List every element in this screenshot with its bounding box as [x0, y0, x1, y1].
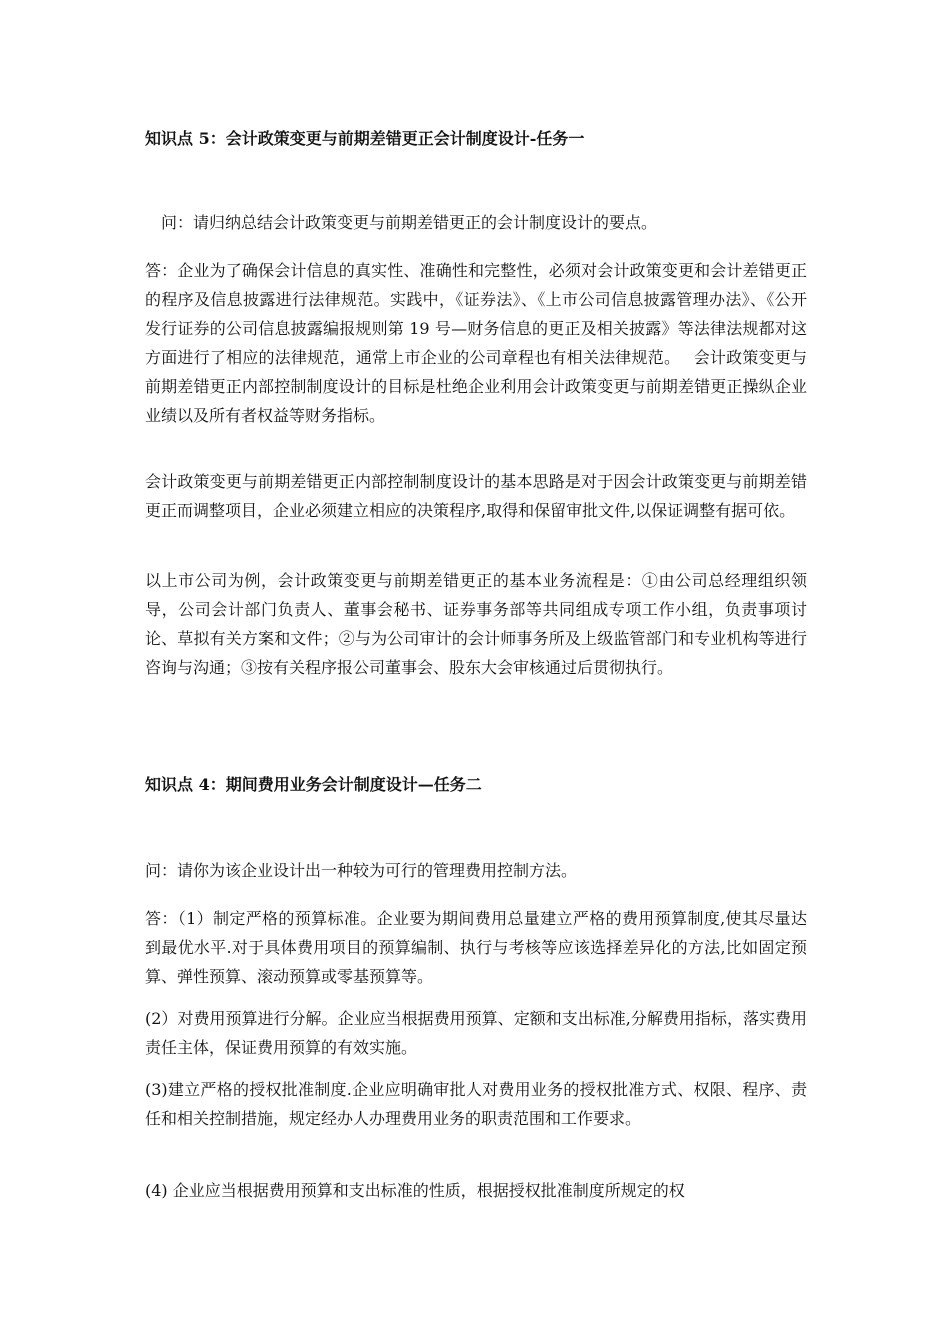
expense-answer-paragraph-1: 答：（1）制定严格的预算标准。企业要为期间费用总量建立严格的费用预算制度,使其尽量达到最优水平.对于具体费用项目的预算编制、执行与考核等应该选择差异化的方法,比如固定预算、弹性预算、滚动预算或零基预算等。 — [145, 909, 807, 986]
expense-answer-paragraph-2: (2）对费用预算进行分解。企业应当根据费用预算、定额和支出标准,分解费用指标，落实费用责任主体，保证费用预算的有效实施。 — [145, 1009, 807, 1057]
expense-answer-paragraph-4: (4) 企业应当根据费用预算和支出标准的性质，根据授权批准制度所规定的权 — [145, 1181, 685, 1200]
answer-paragraph-3: 以上市公司为例，会计政策变更与前期差错更正的基本业务流程是：①由公司总经理组织领导，公司会计部门负责人、董事会秘书、证券事务部等共同组成专项工作小组，负责事项讨论、草拟有关方案和文件；②与为公司审计的会计师事务所及上级监管部门和专业机构等进行咨询与沟通；③按有关程序报公司董事会、股东大会审核通过后贯彻执行。 — [145, 571, 807, 677]
question-policy-change: 问：请归纳总结会计政策变更与前期差错更正的会计制度设计的要点。 — [161, 213, 658, 232]
section-title-policy-change: 知识点 5：会计政策变更与前期差错更正会计制度设计-任务一 — [145, 129, 585, 148]
question-expense-control: 问：请你为该企业设计出一种较为可行的管理费用控制方法。 — [145, 861, 578, 880]
expense-answer-paragraph-3: (3)建立严格的授权批准制度.企业应明确审批人对费用业务的授权批准方式、权限、程序、责任和相关控制措施，规定经办人办理费用业务的职责范围和工作要求。 — [145, 1080, 807, 1128]
answer-paragraph-2: 会计政策变更与前期差错更正内部控制制度设计的基本思路是对于因会计政策变更与前期差错更正而调整项目，企业必须建立相应的决策程序,取得和保留审批文件,以保证调整有据可依。 — [145, 472, 807, 520]
answer-paragraph-1: 答：企业为了确保会计信息的真实性、准确性和完整性，必须对会计政策变更和会计差错更正的程序及信息披露进行法律规范。实践中，《证券法》、《上市公司信息披露管理办法》、《公开发行证券的公司信息披露编报规则第 19 号—财务信息的更正及相关披露》等法律法规都对这方面进行了相应的法律规范，通常上市企业的公司章程也有相关法律规范。 会计政策变更与前期差错更正内部控制制度设计的目标是杜绝企业利用会计政策变更与前期差错更正操纵企业业绩以及所有者权益等财务指标。 — [145, 261, 807, 425]
section-title-period-expense: 知识点 4：期间费用业务会计制度设计—任务二 — [145, 775, 482, 794]
